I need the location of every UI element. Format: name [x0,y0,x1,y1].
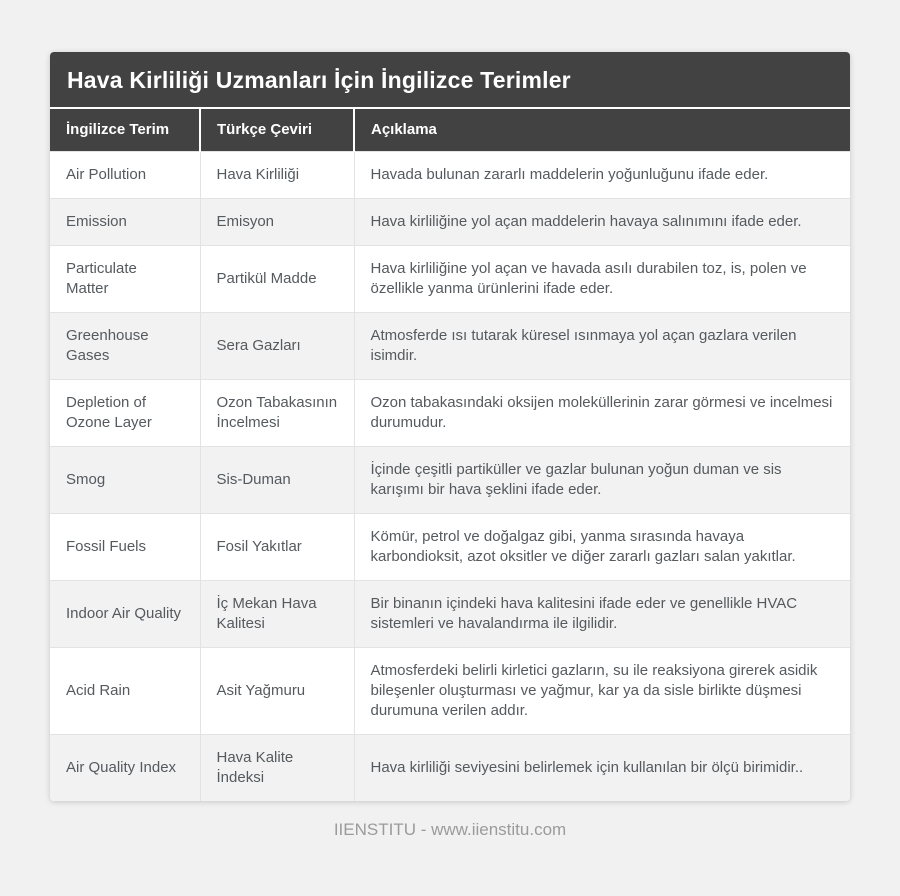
cell-description: Hava kirliliği seviyesini belirlemek için kullanılan bir ölçü birimidir.. [354,735,850,802]
terms-table [50,109,850,801]
cell-english-term: Particulate Matter [50,246,200,313]
table-row [50,246,850,313]
table-row [50,581,850,648]
cell-turkish-translation: Sera Gazları [200,313,354,380]
cell-description: Hava kirliliğine yol açan maddelerin havaya salınımını ifade eder. [354,199,850,246]
cell-description: Atmosferde ısı tutarak küresel ısınmaya yol açan gazlara verilen isimdir. [354,313,850,380]
cell-turkish-translation: Ozon Tabakasının İncelmesi [200,380,354,447]
cell-english-term: Acid Rain [50,648,200,735]
table-row [50,152,850,199]
cell-turkish-translation: Sis-Duman [200,447,354,514]
column-header-turkish-translation: Türkçe Çeviri [200,109,354,152]
table-row [50,648,850,735]
cell-english-term: Air Quality Index [50,735,200,802]
cell-english-term: Indoor Air Quality [50,581,200,648]
table-row [50,735,850,802]
cell-description: Hava kirliliğine yol açan ve havada asılı durabilen toz, is, polen ve özellikle yanma ürünlerini ifade eder. [354,246,850,313]
table-row [50,199,850,246]
column-header-description: Açıklama [354,109,850,152]
cell-description: Havada bulunan zararlı maddelerin yoğunluğunu ifade eder. [354,152,850,199]
cell-english-term: Fossil Fuels [50,514,200,581]
cell-turkish-translation: Fosil Yakıtlar [200,514,354,581]
cell-description: Kömür, petrol ve doğalgaz gibi, yanma sırasında havaya karbondioksit, azot oksitler ve diğer zararlı gazları salan yakıtlar. [354,514,850,581]
cell-english-term: Greenhouse Gases [50,313,200,380]
cell-turkish-translation: Asit Yağmuru [200,648,354,735]
cell-turkish-translation: Hava Kalite İndeksi [200,735,354,802]
cell-english-term: Smog [50,447,200,514]
table-row [50,313,850,380]
cell-turkish-translation: İç Mekan Hava Kalitesi [200,581,354,648]
page-title: Hava Kirliliği Uzmanları İçin İngilizce Terimler [50,52,850,109]
cell-description: Ozon tabakasındaki oksijen moleküllerinin zarar görmesi ve incelmesi durumudur. [354,380,850,447]
terms-table-card [50,52,850,801]
cell-english-term: Air Pollution [50,152,200,199]
cell-turkish-translation: Emisyon [200,199,354,246]
table-row [50,514,850,581]
footer-credit: IIENSTITU - www.iienstitu.com [333,820,567,839]
table-row [50,380,850,447]
table-row [50,447,850,514]
cell-english-term: Depletion of Ozone Layer [50,380,200,447]
cell-description: İçinde çeşitli partiküller ve gazlar bulunan yoğun duman ve sis karışımı bir hava şeklini ifade eder. [354,447,850,514]
cell-description: Atmosferdeki belirli kirletici gazların, su ile reaksiyona girerek asidik bileşenler oluşturması ve yağmur, kar ya da sisle birlikte düşmesi durumuna verilen addır. [354,648,850,735]
table-header-row [50,109,850,152]
cell-turkish-translation: Partikül Madde [200,246,354,313]
cell-turkish-translation: Hava Kirliliği [200,152,354,199]
column-header-english-term: İngilizce Terim [50,109,200,152]
cell-english-term: Emission [50,199,200,246]
cell-description: Bir binanın içindeki hava kalitesini ifade eder ve genellikle HVAC sistemleri ve havalandırma ile ilgilidir. [354,581,850,648]
